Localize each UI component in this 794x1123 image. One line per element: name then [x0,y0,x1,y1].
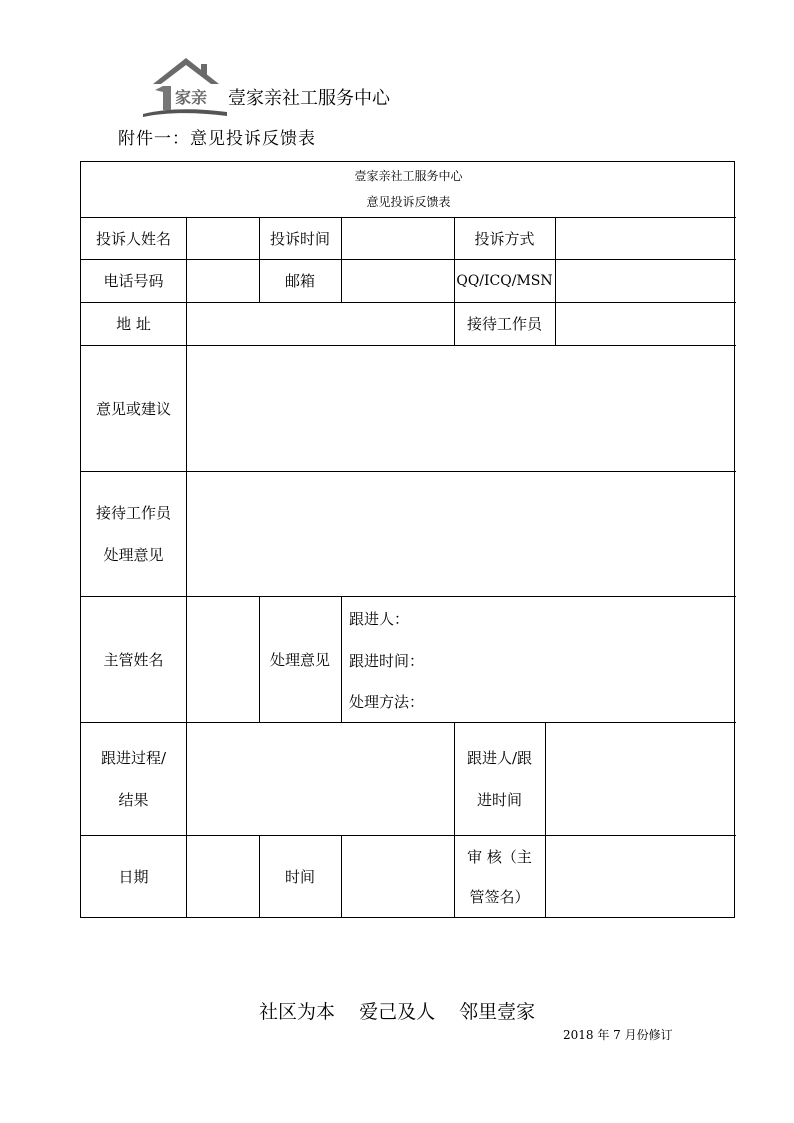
label-follower-time-l1: 跟进人/跟 [466,748,533,767]
label-receptionist: 接待工作员 [466,315,542,333]
org-name: 壹家亲社工服务中心 [228,88,390,109]
input-handling-opinion[interactable] [341,596,736,722]
label-follow-time: 跟进时间： [349,652,425,670]
label-complaint-method: 投诉方式 [474,229,535,248]
feedback-form [80,161,735,918]
form-title-org: 壹家亲社工服务中心 [354,169,463,183]
label-handling-method: 处理方法： [349,693,425,711]
house-logo-icon [141,56,231,118]
input-review-signature[interactable] [545,835,736,918]
label-email: 邮箱 [284,272,315,290]
input-phone[interactable] [186,259,259,302]
label-handling-opinion: 处理意见 [269,650,330,669]
input-time[interactable] [341,835,454,918]
label-follower-time [454,722,545,835]
label-complainant-name: 投诉人姓名 [95,229,171,248]
label-supervisor-name: 主管姓名 [103,650,164,669]
label-review [454,835,545,918]
input-supervisor-name[interactable] [186,596,259,722]
label-phone: 电话号码 [103,272,164,290]
input-complaint-method[interactable] [555,217,736,259]
revision-date: 2018 年 7 月份修订 [563,1028,673,1042]
label-receptionist-opinion-l2: 处理意见 [103,545,164,564]
label-suggestion: 意见或建议 [95,399,171,418]
footer-slogan [259,1000,553,1024]
label-address: 地 址 [116,315,151,333]
slogan-part-3: 邻里壹家 [459,1001,536,1023]
label-complaint-time: 投诉时间 [269,229,330,248]
label-im: QQ/ICQ/MSN [456,272,553,289]
label-process-result [81,722,186,835]
form-title-name: 意见投诉反馈表 [366,195,451,209]
input-suggestion[interactable] [186,345,736,471]
label-follower-time-l2: 进时间 [476,790,522,809]
input-receptionist-opinion[interactable] [186,471,736,596]
label-date: 日期 [118,868,149,886]
input-email[interactable] [341,259,454,302]
label-review-l1: 审 核（主 [467,847,532,866]
label-receptionist-opinion-l1: 接待工作员 [95,503,171,522]
input-date[interactable] [186,835,259,918]
logo-text: 家亲 [175,88,208,107]
label-process-result-l2: 结果 [118,790,149,809]
input-follower-time[interactable] [545,722,736,835]
input-complainant-name[interactable] [186,217,259,259]
input-receptionist[interactable] [555,302,736,345]
input-address[interactable] [186,302,454,345]
slogan-part-1: 社区为本 [259,1001,336,1023]
input-im[interactable] [555,259,736,302]
label-receptionist-opinion [81,471,186,596]
form-title [81,162,736,217]
label-process-result-l1: 跟进过程/ [100,748,167,767]
label-time: 时间 [284,868,315,886]
label-review-l2: 管签名） [469,887,530,906]
label-follower: 跟进人： [349,610,410,628]
attachment-title: 附件一：意见投诉反馈表 [118,129,316,149]
slogan-part-2: 爱己及人 [359,1001,436,1023]
input-complaint-time[interactable] [341,217,454,259]
logo [141,56,231,118]
input-process-result[interactable] [186,722,454,835]
